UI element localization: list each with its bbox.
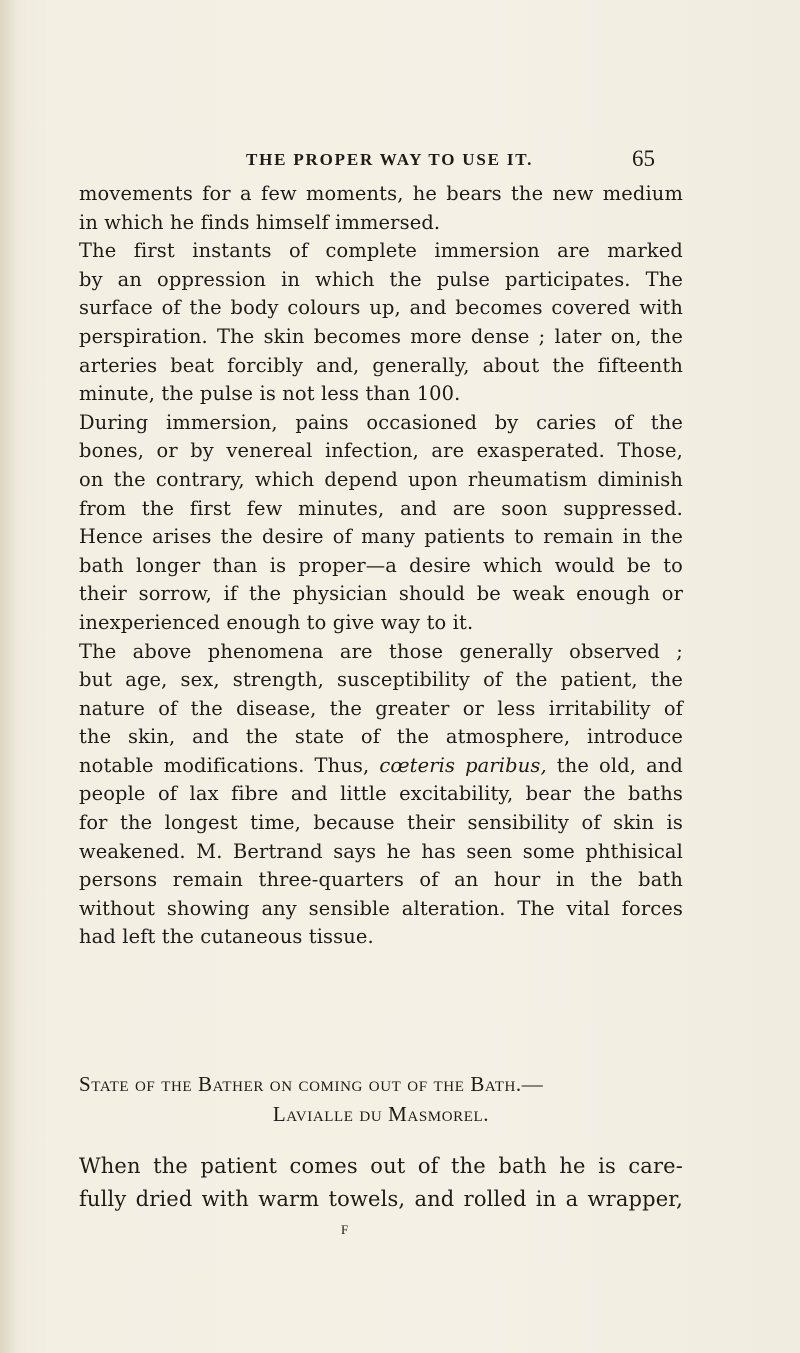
text-line: surface of the body colours up, and becomes covered with — [79, 296, 683, 320]
text-line: had left the cutaneous tissue. — [79, 925, 374, 949]
text-line: During immersion, pains occasioned by caries of the — [79, 410, 683, 434]
text-run: the old, and — [546, 753, 683, 777]
text-line: without showing any sensible alteration. The vital forces — [79, 896, 683, 920]
text-line: the skin, and the state of the atmosphere, introduce — [79, 725, 683, 749]
text-line: nature of the disease, the greater or less irritability of — [79, 696, 683, 720]
section-heading-author: Lavialle du Masmorel. — [272, 1102, 490, 1126]
text-line: inexperienced enough to give way to it. — [79, 610, 474, 634]
text-line: movements for a few moments, he bears the new medium — [79, 182, 683, 205]
text-line: on the contrary, which depend upon rheumatism diminish — [79, 467, 683, 491]
closing-paragraph — [79, 1150, 683, 1216]
signature-mark: F — [341, 1222, 349, 1237]
latin-phrase: cœteris paribus, — [379, 753, 547, 777]
text-line: minute, the pulse is not less than 100. — [79, 382, 461, 406]
text-line: weakened. M. Bertrand says he has seen some phthisical — [79, 839, 683, 863]
text-line-mixed — [79, 752, 683, 781]
text-line: arteries beat forcibly and, generally, about the fifteenth — [79, 353, 683, 377]
text-line: fully dried with warm towels, and rolled in a wrapper, — [79, 1187, 683, 1211]
text-line: perspiration. The skin becomes more dense ; later on, the — [79, 324, 683, 348]
body-text — [79, 180, 683, 952]
page-number: 65 — [632, 146, 655, 171]
text-run: notable modifications. Thus, — [79, 753, 380, 777]
text-line: from the first few minutes, and are soon suppressed. — [79, 496, 683, 520]
section-heading-title: State of the Bather on coming out of the Bath.— — [79, 1072, 544, 1096]
text-line: their sorrow, if the physician should be weak enough or — [79, 582, 683, 606]
text-line: Hence arises the desire of many patients to remain in the — [79, 525, 683, 549]
text-line: bath longer than is proper—a desire which would be to — [79, 553, 683, 577]
text-line: When the patient comes out of the bath he is care- — [79, 1154, 683, 1178]
text-line: The above phenomena are those generally observed ; — [79, 639, 683, 663]
text-line: The first instants of complete immersion are marked — [79, 239, 683, 263]
gutter-shadow — [0, 0, 18, 1353]
text-line: bones, or by venereal infection, are exasperated. Those, — [79, 439, 683, 463]
text-line: people of lax fibre and little excitability, bear the baths — [79, 782, 683, 806]
text-line: persons remain three-quarters of an hour in the bath — [79, 868, 683, 892]
text-line: but age, sex, strength, susceptibility of the patient, the — [79, 668, 683, 692]
text-line: for the longest time, because their sensibility of skin is — [79, 811, 683, 835]
text-line: in which he finds himself immersed. — [79, 210, 441, 234]
running-head — [0, 146, 800, 176]
text-line: by an oppression in which the pulse participates. The — [79, 267, 683, 291]
running-title: THE PROPER WAY TO USE IT. — [246, 150, 534, 169]
section-heading — [79, 1069, 683, 1129]
